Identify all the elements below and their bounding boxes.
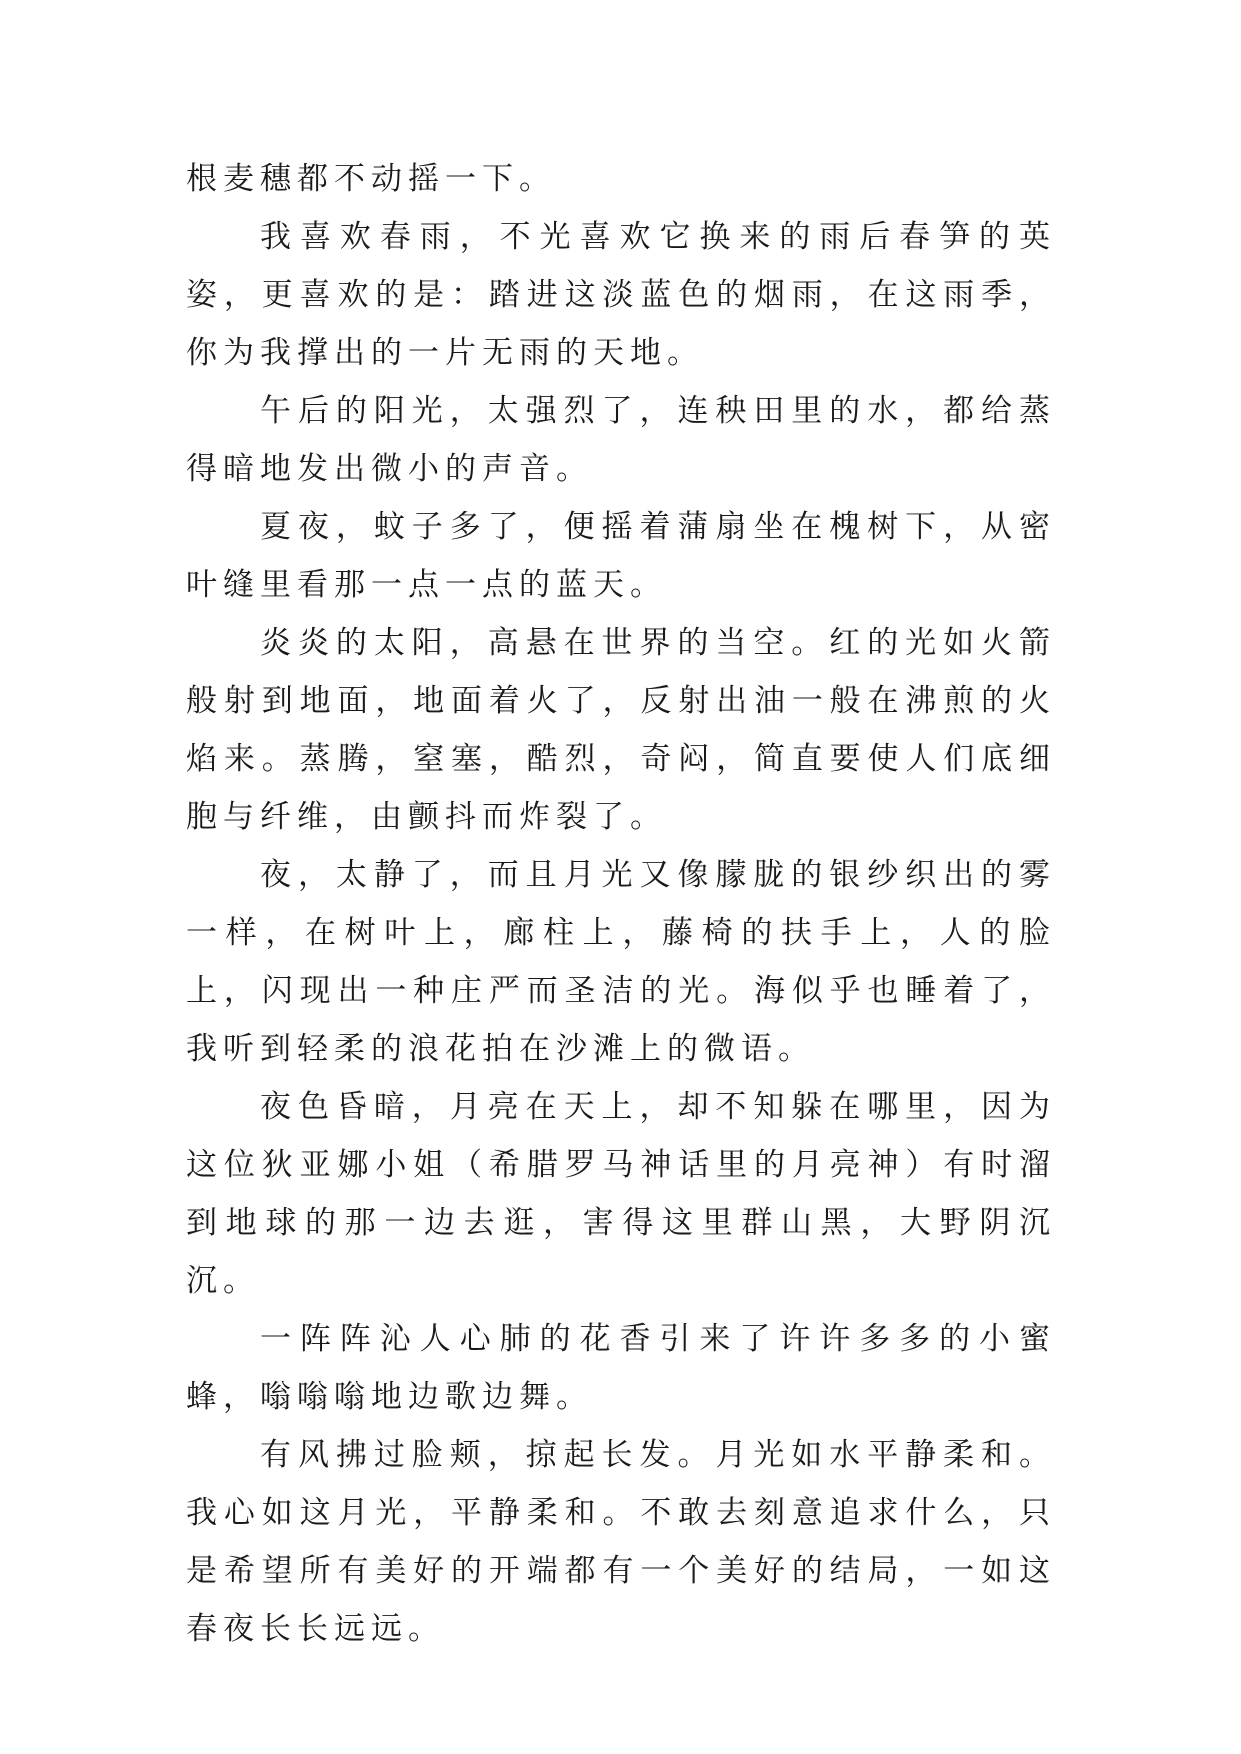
paragraph: 午后的阳光，太强烈了，连秧田里的水，都给蒸得暗地发出微小的声音。 [186, 393, 1056, 487]
paragraph: 炎炎的太阳，高悬在世界的当空。红的光如火箭般射到地面，地面着火了，反射出油一般在沸煎的火焰来。蒸腾，窒塞，酷烈，奇闷，简直要使人们底细胞与纤维，由颤抖而炸裂了。 [186, 625, 1056, 835]
paragraph: 根麦穗都不动摇一下。 [186, 161, 556, 197]
paragraph: 夜色昏暗，月亮在天上，却不知躲在哪里，因为这位狄亚娜小姐（希腊罗马神话里的月亮神）有时溜到地球的那一边去逛，害得这里群山黑，大野阴沉沉。 [186, 1089, 1056, 1299]
paragraph: 有风拂过脸颊，掠起长发。月光如水平静柔和。我心如这月光，平静柔和。不敢去刻意追求什么，只是希望所有美好的开端都有一个美好的结局，一如这春夜长长远远。 [186, 1437, 1056, 1647]
paragraph: 夜，太静了，而且月光又像朦胧的银纱织出的雾一样，在树叶上，廊柱上，藤椅的扶手上，人的脸上，闪现出一种庄严而圣洁的光。海似乎也睡着了，我听到轻柔的浪花拍在沙滩上的微语。 [186, 857, 1056, 1067]
paragraph: 夏夜，蚊子多了，便摇着蒲扇坐在槐树下，从密叶缝里看那一点一点的蓝天。 [186, 509, 1056, 603]
paragraph: 一阵阵沁人心肺的花香引来了许许多多的小蜜蜂，嗡嗡嗡地边歌边舞。 [186, 1321, 1056, 1415]
paragraph: 我喜欢春雨，不光喜欢它换来的雨后春笋的英姿，更喜欢的是：踏进这淡蓝色的烟雨，在这雨季，你为我撑出的一片无雨的天地。 [186, 219, 1056, 371]
body-text [186, 150, 1056, 1658]
